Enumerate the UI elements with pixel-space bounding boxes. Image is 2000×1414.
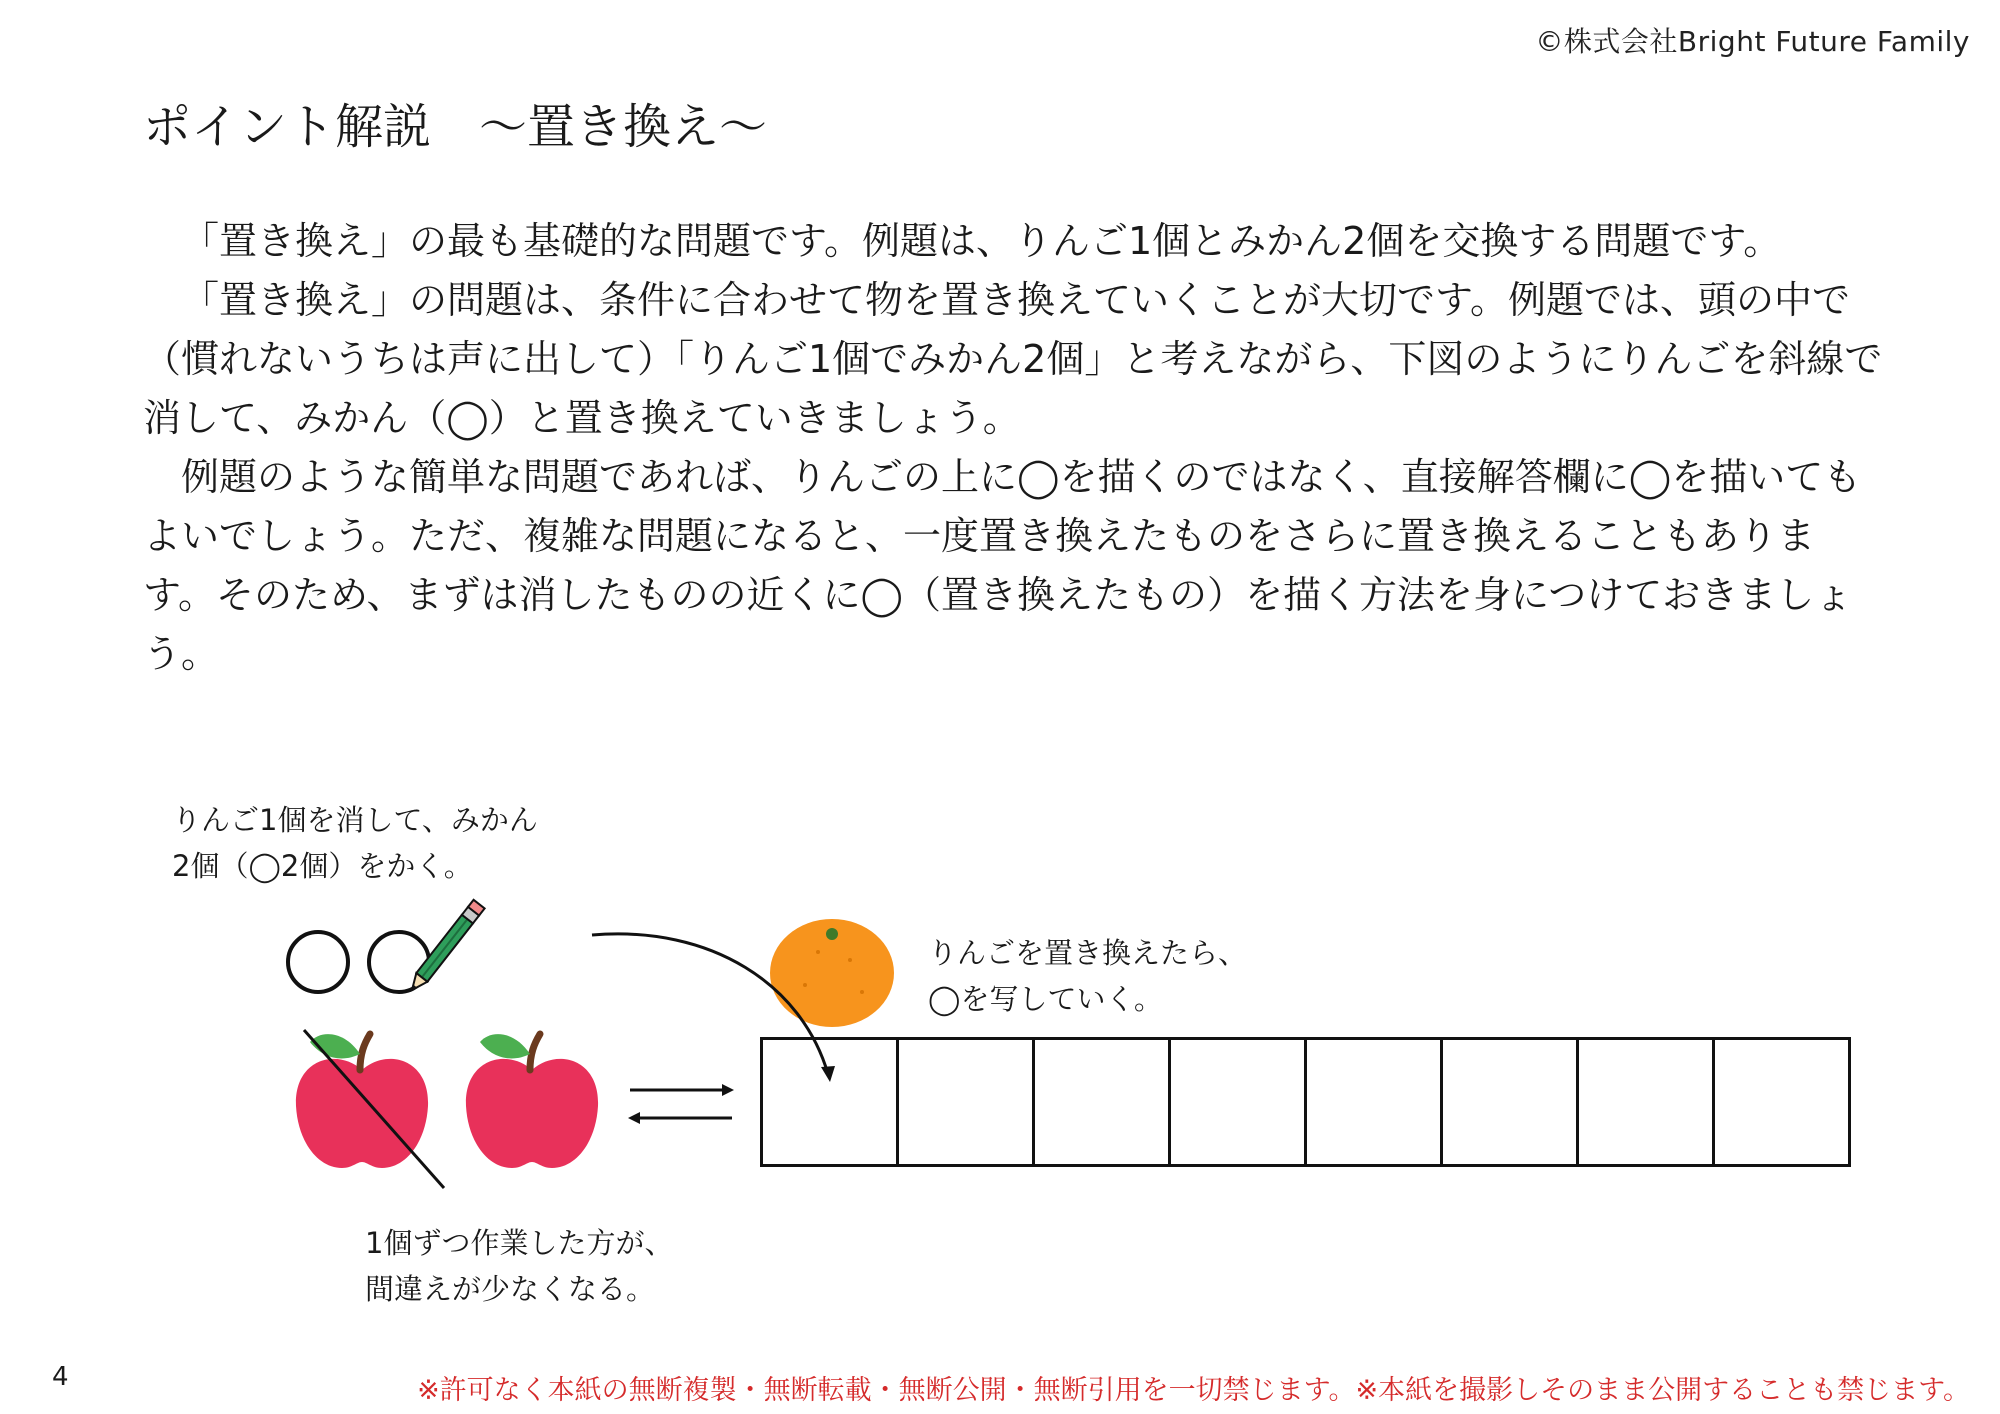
page-title: ポイント解説 ～置き換え～	[143, 99, 768, 155]
note-line: 1個ずつ作業した方が、	[365, 1226, 674, 1260]
paragraph-intro: 「置き換え」の最も基礎的な問題です。例題は、りんご1個とみかん2個を交換する問題です。	[181, 219, 1782, 263]
orange-icon	[770, 919, 894, 1027]
exchange-arrows-icon	[628, 1084, 734, 1124]
note-line: りんごを置き換えたら、	[928, 936, 1248, 970]
paragraph-tip: 例題のような簡単な問題であれば、りんごの上に◯を描くのではなく、直接解答欄に◯を描いてもよいでしょう。ただ、複雑な問題になると、一度置き換えたものをさらに置き換えることもあります。そのため、まずは消したものの近くに◯（置き換えたもの）を描く方法を身につけておきましょう。	[143, 455, 1862, 676]
page-number: 4	[52, 1362, 69, 1392]
answer-cell[interactable]	[1715, 1040, 1848, 1164]
apple-icon	[466, 1034, 598, 1168]
answer-cell[interactable]	[1171, 1040, 1307, 1164]
answer-boxes	[760, 1037, 1851, 1167]
copyright-notice: ©株式会社Bright Future Family	[1535, 25, 1970, 58]
answer-cell[interactable]	[1443, 1040, 1579, 1164]
copyright-warning: ※許可なく本紙の無断複製・無断転載・無断公開・無断引用を一切禁じます。※本紙を撮影しそのまま公開することも禁じます。	[417, 1375, 1970, 1406]
note-line: りんご1個を消して、みかん	[172, 803, 538, 837]
answer-cell[interactable]	[899, 1040, 1035, 1164]
note-line: ◯を写していく。	[928, 982, 1163, 1016]
answer-cell[interactable]	[763, 1040, 899, 1164]
pencil-icon	[406, 900, 484, 995]
note-line: 2個（◯2個）をかく。	[172, 849, 473, 883]
answer-cell[interactable]	[1307, 1040, 1443, 1164]
answer-cell[interactable]	[1579, 1040, 1715, 1164]
drawn-circle-icon	[288, 932, 348, 992]
answer-cell[interactable]	[1035, 1040, 1171, 1164]
note-line: 間違えが少なくなる。	[365, 1272, 656, 1306]
paragraph-method: 「置き換え」の問題は、条件に合わせて物を置き換えていくことが大切です。例題では、頭の中で（慣れないうちは声に出して）「りんご1個でみかん2個」と考えながら、下図のようにりんごを斜線で消して、みかん（◯）と置き換えていきましょう。	[143, 278, 1883, 440]
